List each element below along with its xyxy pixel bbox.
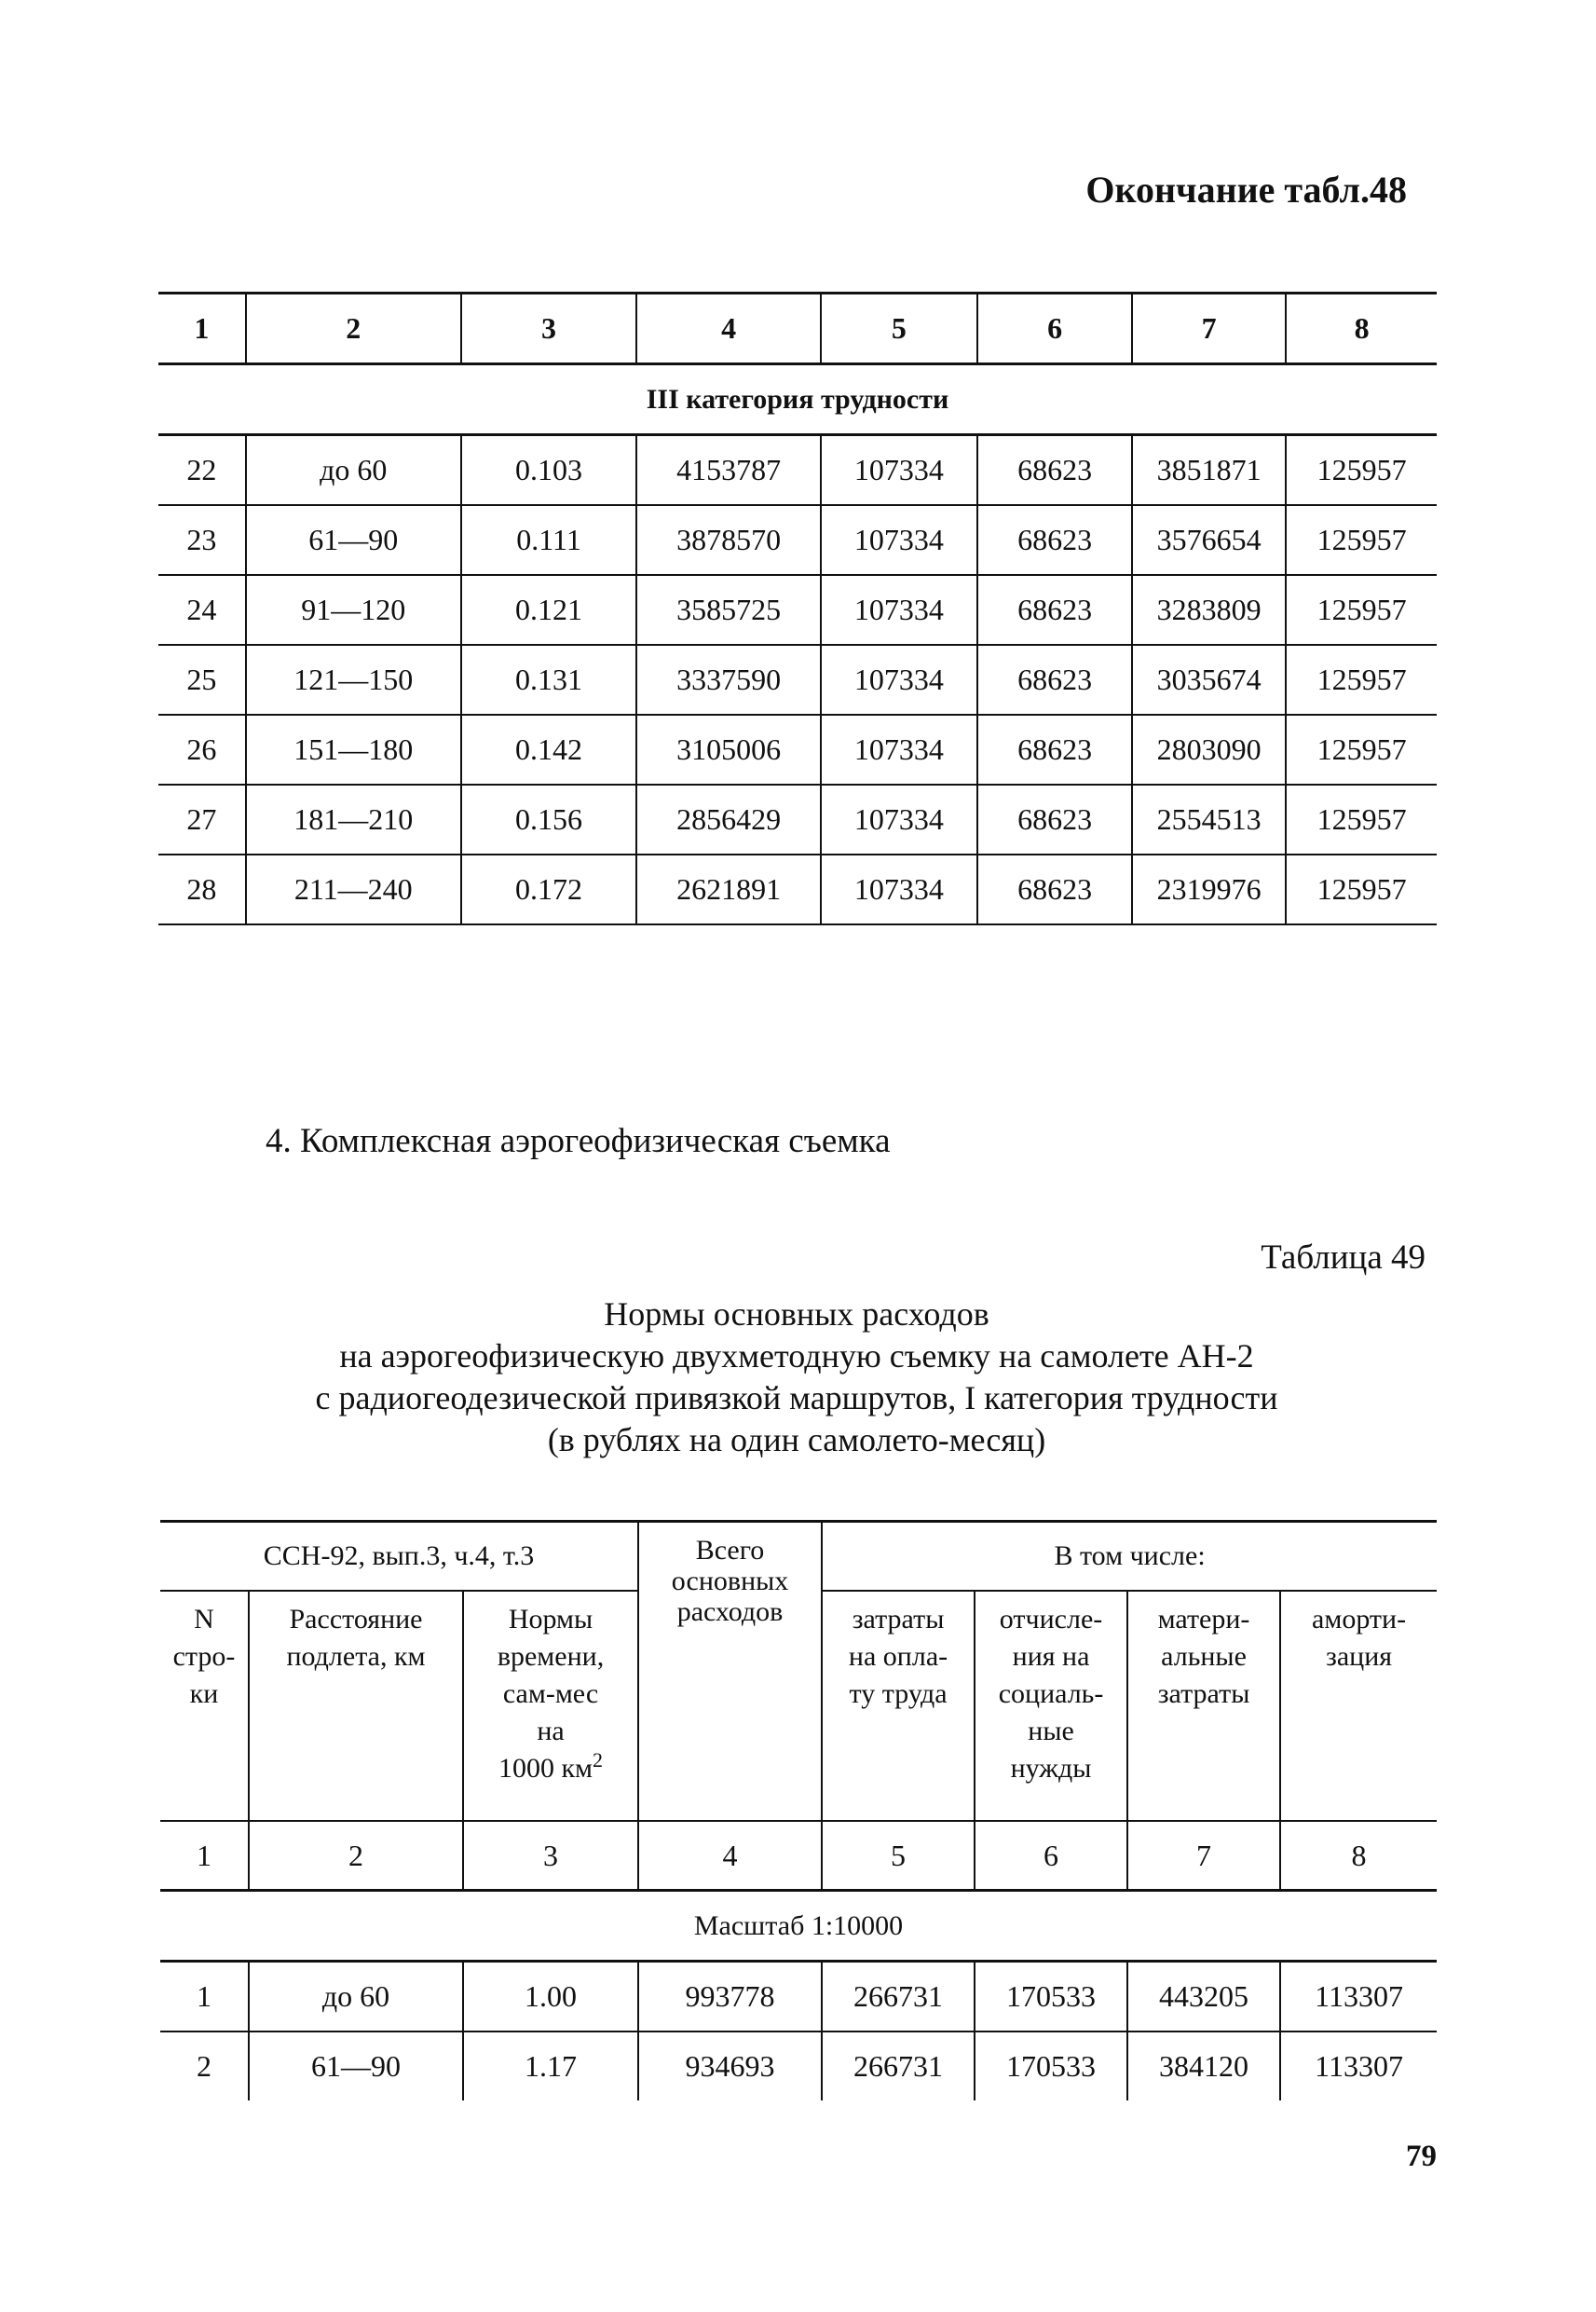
table-cell: 68623 [977,575,1132,645]
header-line: зация [1326,1641,1393,1672]
table-cell: 3576654 [1132,505,1286,575]
table-cell: 3105006 [636,715,820,785]
table-cell: 25 [158,645,246,715]
table-cell: до 60 [249,1962,463,2032]
table-row [158,645,1437,715]
table-cell: 0.131 [461,645,637,715]
table-cell: 68623 [977,435,1132,506]
table-48 [158,292,1437,925]
column-number: 4 [638,1821,822,1891]
table-row [158,505,1437,575]
table-cell: 107334 [821,855,977,924]
page-number: 79 [1406,2140,1437,2173]
ssn-group-header: ССН-92, вып.3, ч.4, т.3 [160,1522,638,1592]
header-line: затраты [852,1604,945,1635]
column-number: 3 [461,294,637,364]
table-cell: 443205 [1127,1962,1280,2032]
table-row [158,855,1437,924]
header-row-top [160,1522,1437,1592]
table-cell: 151—180 [246,715,461,785]
table-cell: 27 [158,785,246,855]
table-cell: 1.17 [463,2032,638,2100]
header-line: стро- [172,1641,236,1672]
table-cell: 113307 [1280,2032,1437,2100]
table-cell: 0.156 [461,785,637,855]
table-number-label: Таблица 49 [1261,1238,1425,1277]
including-header: В том числе: [822,1522,1437,1592]
table-cell: 181—210 [246,785,461,855]
table-cell: 4153787 [636,435,820,506]
header-line: Расстояние [289,1604,423,1635]
column-number: 8 [1280,1821,1437,1891]
table-row [160,2032,1437,2100]
header-line: времени, [497,1641,605,1672]
table-title-line: Нормы основных расходов [604,1295,989,1333]
table-cell: 125957 [1286,785,1437,855]
table-cell: 107334 [821,785,977,855]
table-row [158,575,1437,645]
table-cell: 125957 [1286,575,1437,645]
table-cell: 1.00 [463,1962,638,2032]
column-number: 1 [158,294,246,364]
table-cell: 384120 [1127,2032,1280,2100]
table-cell: 211—240 [246,855,461,924]
table-cell: 0.111 [461,505,637,575]
table-cell: 125957 [1286,855,1437,924]
table-cell: 61—90 [246,505,461,575]
depreciation-header [1280,1591,1437,1821]
table-cell: 26 [158,715,246,785]
header-line: N [194,1604,214,1635]
header-line: матери- [1157,1604,1250,1635]
table-cell: 125957 [1286,435,1437,506]
scale-label: Масштаб 1:10000 [160,1891,1437,1962]
table-cell: 3878570 [636,505,820,575]
table-cell: 107334 [821,575,977,645]
table-cell: 61—90 [249,2032,463,2100]
superscript: 2 [593,1748,604,1772]
column-number: 8 [1286,294,1437,364]
column-number-row [158,294,1437,364]
table-cell: 170533 [975,1962,1127,2032]
header-text: 1000 км [498,1753,593,1784]
table-title [158,1293,1435,1461]
table-cell: 121—150 [246,645,461,715]
table-row [158,715,1437,785]
table-cell: 68623 [977,785,1132,855]
table-cell: 1 [160,1962,249,2032]
header-line [464,1750,637,1787]
header-line: ки [189,1678,219,1709]
column-number: 6 [975,1821,1127,1891]
distance-header [249,1591,463,1821]
table-cell: 23 [158,505,246,575]
time-norms-header [463,1591,638,1821]
header-line: нужды [1010,1753,1092,1784]
table-cell: 113307 [1280,1962,1437,2032]
scale-row [160,1891,1437,1962]
column-number: 1 [160,1821,249,1891]
header-line: социаль- [998,1678,1104,1709]
header-line: аморти- [1312,1604,1407,1635]
header-line: на опла- [848,1641,948,1672]
column-number-row [160,1821,1437,1891]
table-cell: 22 [158,435,246,506]
row-number-header [160,1591,249,1821]
social-deductions-header [975,1591,1127,1821]
table-cell: 107334 [821,505,977,575]
column-number: 5 [822,1821,975,1891]
category-label: III категория трудности [158,364,1437,435]
labor-costs-header [822,1591,975,1821]
table-cell: 2621891 [636,855,820,924]
table-cell: 2 [197,2049,211,2083]
table-cell: до 60 [246,435,461,506]
table-cell: 3035674 [1132,645,1286,715]
table-row [158,435,1437,506]
table-cell: 68623 [977,715,1132,785]
table-cell: 3283809 [1132,575,1286,645]
table-cell: 2856429 [636,785,820,855]
header-line: на [537,1716,565,1746]
table-cell: 2803090 [1132,715,1286,785]
table-cell: 24 [158,575,246,645]
table-cell: 68623 [977,645,1132,715]
section-heading: 4. Комплексная аэрогеофизическая съемка [266,1122,891,1160]
table-row [160,1962,1437,2032]
header-line: Нормы [508,1604,593,1635]
column-number: 5 [821,294,977,364]
table-cell: 0.121 [461,575,637,645]
header-line: подлета, км [286,1641,426,1672]
header-line: отчисле- [999,1604,1103,1635]
column-number: 3 [463,1821,638,1891]
table-cell: 125957 [1286,505,1437,575]
column-number: 7 [1127,1821,1280,1891]
table-cell: 266731 [822,1962,975,2032]
table-cell: 993778 [638,1962,822,2032]
table-cell: 170533 [975,2032,1127,2100]
table-cell: 2319976 [1132,855,1286,924]
table-cell: 3851871 [1132,435,1286,506]
table-cell: 28 [158,855,246,924]
table-cell: 91—120 [246,575,461,645]
table-cell: 125957 [1286,715,1437,785]
column-number: 7 [1132,294,1286,364]
material-costs-header [1127,1591,1280,1821]
header-line: расходов [676,1596,784,1627]
table-cell: 107334 [821,715,977,785]
table-cell: 3337590 [636,645,820,715]
table-row [158,785,1437,855]
continuation-title: Окончание табл.48 [1085,169,1407,211]
header-line: альные [1161,1641,1247,1672]
total-expenses-header [638,1522,822,1822]
table-cell: 107334 [821,645,977,715]
category-row [158,364,1437,435]
table-cell: 125957 [1286,645,1437,715]
table-cell: 0.172 [461,855,637,924]
column-number: 4 [636,294,820,364]
table-cell: 0.142 [461,715,637,785]
header-line: ния на [1012,1641,1090,1672]
header-line: ту труда [849,1678,948,1709]
table-49 [160,1520,1437,2100]
table-title-line: на аэрогеофизическую двухметодную съемку на самолете АН-2 [339,1337,1254,1375]
column-number: 6 [977,294,1132,364]
header-line: сам-мес [502,1678,599,1709]
header-line: основных [671,1566,789,1596]
table-cell: 68623 [977,505,1132,575]
table-cell: 3585725 [636,575,820,645]
header-line: Всего [695,1535,765,1566]
table-cell: 266731 [822,2032,975,2100]
column-number: 2 [249,1821,463,1891]
table-title-line: (в рублях на один самолето-месяц) [547,1421,1046,1458]
table-cell: 68623 [977,855,1132,924]
header-line: затраты [1157,1678,1250,1709]
column-number: 2 [246,294,461,364]
header-line: ные [1028,1716,1074,1746]
table-cell: 934693 [638,2032,822,2100]
table-cell: 2554513 [1132,785,1286,855]
table-title-line: с радиогеодезической привязкой маршрутов, I категория трудности [315,1379,1278,1416]
table-cell: 107334 [821,435,977,506]
table-cell: 0.103 [461,435,637,506]
